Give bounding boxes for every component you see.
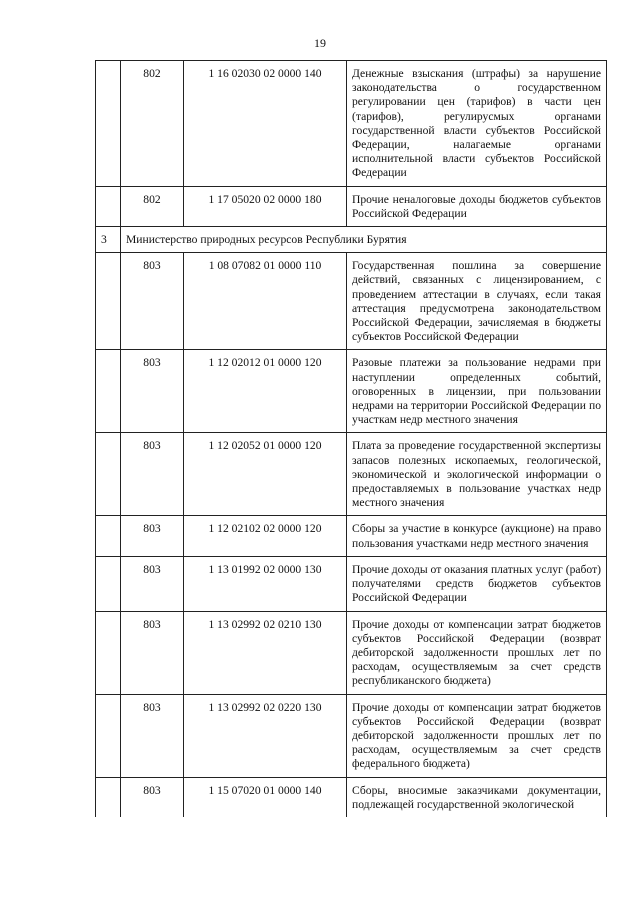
- table-row: [96, 186, 607, 226]
- revenue-code: 1 17 05020 02 0000 180: [184, 186, 347, 226]
- admin-code: 803: [121, 556, 184, 611]
- row-number-cell: [96, 694, 121, 777]
- row-number-cell: [96, 777, 121, 817]
- revenue-code: 1 13 02992 02 0210 130: [184, 611, 347, 694]
- revenue-code: 1 16 02030 02 0000 140: [184, 61, 347, 187]
- row-number-cell: [96, 61, 121, 187]
- table-row: [96, 433, 607, 516]
- section-number: 3: [96, 227, 121, 253]
- revenue-code: 1 12 02102 02 0000 120: [184, 516, 347, 556]
- revenue-table: [95, 60, 607, 817]
- row-number-cell: [96, 433, 121, 516]
- admin-code: 803: [121, 777, 184, 817]
- revenue-code: 1 08 07082 01 0000 110: [184, 253, 347, 350]
- revenue-name: Прочие доходы от компенсации затрат бюджетов субъектов Российской Федерации (возврат дебиторской задолженности прошлых лет по расходам, осуществляемым за счет средств республиканского бюджета): [347, 611, 607, 694]
- admin-code: 803: [121, 516, 184, 556]
- row-number-cell: [96, 611, 121, 694]
- row-number-cell: [96, 253, 121, 350]
- table-row: [96, 556, 607, 611]
- row-number-cell: [96, 516, 121, 556]
- revenue-name: Прочие доходы от компенсации затрат бюджетов субъектов Российской Федерации (возврат дебиторской задолженности прошлых лет по расходам, осуществляемым за счет средств федерального бюджета): [347, 694, 607, 777]
- revenue-name: Разовые платежи за пользование недрами при наступлении определенных событий, оговоренных в лицензии, при пользовании недрами на территории Российской Федерации по участкам недр местного значения: [347, 350, 607, 433]
- revenue-name: Прочие неналоговые доходы бюджетов субъектов Российской Федерации: [347, 186, 607, 226]
- admin-code: 803: [121, 433, 184, 516]
- admin-code: 802: [121, 186, 184, 226]
- admin-code: 802: [121, 61, 184, 187]
- revenue-name: Сборы за участие в конкурсе (аукционе) на право пользования участками недр местного значения: [347, 516, 607, 556]
- revenue-name: Сборы, вносимые заказчиками документации, подлежащей государственной экологической: [347, 777, 607, 817]
- admin-code: 803: [121, 253, 184, 350]
- revenue-code: 1 12 02052 01 0000 120: [184, 433, 347, 516]
- revenue-table-body: [96, 61, 607, 817]
- row-number-cell: [96, 350, 121, 433]
- section-title: Министерство природных ресурсов Республики Бурятия: [121, 227, 607, 253]
- admin-code: 803: [121, 350, 184, 433]
- row-number-cell: [96, 556, 121, 611]
- table-row: [96, 61, 607, 187]
- admin-code: 803: [121, 694, 184, 777]
- table-row: [96, 516, 607, 556]
- page-number: 19: [314, 36, 326, 50]
- revenue-name: Денежные взыскания (штрафы) за нарушение законодательства о государственном регулировании цен (тарифов) в части цен (тарифов), регулирусмых органами государственной власти субъектов Российской Федерации, налагаемые органами исполнительной власти субъектов Российской Федерации: [347, 61, 607, 187]
- revenue-name: Плата за проведение государственной экспертизы запасов полезных ископаемых, геологической, экономической и экологической информации о предоставляемых в пользование участках недр местного значения: [347, 433, 607, 516]
- table-row: [96, 611, 607, 694]
- revenue-code: 1 12 02012 01 0000 120: [184, 350, 347, 433]
- revenue-code: 1 15 07020 01 0000 140: [184, 777, 347, 817]
- table-row: [96, 694, 607, 777]
- table-row: [96, 350, 607, 433]
- revenue-code: 1 13 01992 02 0000 130: [184, 556, 347, 611]
- table-row: [96, 253, 607, 350]
- section-row: [96, 227, 607, 253]
- table-row: [96, 777, 607, 817]
- revenue-name: Прочие доходы от оказания платных услуг (работ) получателями средств бюджетов субъектов Российской Федерации: [347, 556, 607, 611]
- revenue-code: 1 13 02992 02 0220 130: [184, 694, 347, 777]
- row-number-cell: [96, 186, 121, 226]
- admin-code: 803: [121, 611, 184, 694]
- revenue-name: Государственная пошлина за совершение действий, связанных с лицензированием, с проведением аттестации в случаях, если такая аттестация предусмотрена законодательством Российской Федерации, зачисляемая в бюджеты субъектов Российской Федерации: [347, 253, 607, 350]
